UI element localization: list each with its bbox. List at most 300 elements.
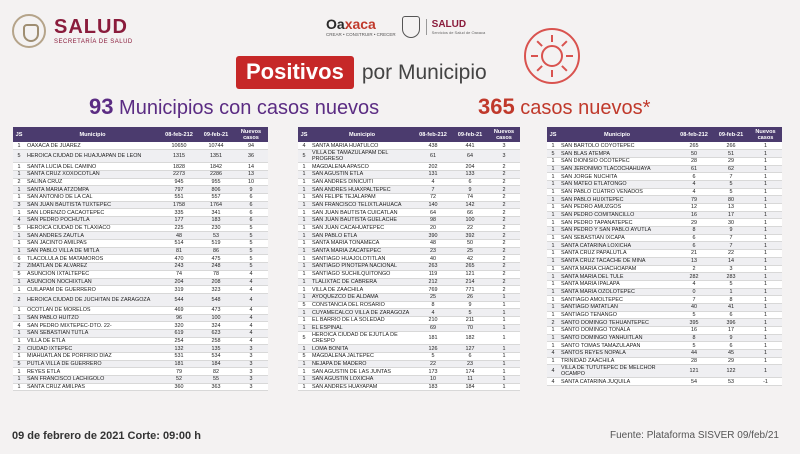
cell-municipio: SAN MATEO ETLATONGO xyxy=(559,180,675,188)
table-row xyxy=(298,240,520,248)
cell-d2: 1764 xyxy=(198,201,234,209)
cell-municipio: SANTA CRUZ AMILPAS xyxy=(25,383,160,391)
table-row xyxy=(298,383,520,391)
cell-municipio: SANTIAGO PINOTEPA NACIONAL xyxy=(310,263,414,271)
cell-d1: 25 xyxy=(414,293,452,301)
cell-js: 1 xyxy=(298,293,310,301)
cell-municipio: SANTIAGO HUAJOLOTITLAN xyxy=(310,255,414,263)
cell-d2: 11 xyxy=(452,376,488,384)
cell-nuevos: 1 xyxy=(488,309,520,317)
cell-d1: 470 xyxy=(160,255,198,263)
cell-d2: 392 xyxy=(452,232,488,240)
table-row xyxy=(547,350,782,358)
cell-d1: 79 xyxy=(675,196,713,204)
cell-municipio: VILLA DE TAMAZULAPAM DEL PROGRESO xyxy=(310,150,414,163)
cell-nuevos: 1 xyxy=(749,311,782,319)
cell-d1: 8 xyxy=(675,227,713,235)
table-row xyxy=(13,217,268,225)
cell-js: 1 xyxy=(13,329,25,337)
cell-d2: 7 xyxy=(713,242,749,250)
cell-d2: 45 xyxy=(713,350,749,358)
col-nuevos: Nuevos casos xyxy=(488,127,520,142)
cell-municipio: SAN AGUSTIN ETLA xyxy=(310,170,414,178)
col-nuevos: Nuevos casos xyxy=(749,127,782,142)
cell-js: 5 xyxy=(13,270,25,278)
table-row xyxy=(13,255,268,263)
table-row xyxy=(298,255,520,263)
cell-nuevos: 2 xyxy=(488,186,520,194)
cell-d2: 9 xyxy=(452,301,488,309)
col-d1: 08-feb-212 xyxy=(414,127,452,142)
cell-js: 1 xyxy=(547,242,559,250)
cell-js: 1 xyxy=(298,368,310,376)
cell-js: 1 xyxy=(298,240,310,248)
cell-d2: 248 xyxy=(198,263,234,271)
cell-js: 1 xyxy=(298,324,310,332)
cell-d1: 1758 xyxy=(160,201,198,209)
table-row xyxy=(13,293,268,306)
cell-d1: 4 xyxy=(675,280,713,288)
cell-municipio: EL BARRIO DE LA SOLEDAD xyxy=(310,316,414,324)
cell-d2: 74 xyxy=(452,193,488,201)
cell-js: 1 xyxy=(298,247,310,255)
table-row xyxy=(13,360,268,368)
municipios-summary xyxy=(89,94,379,120)
cell-js: 1 xyxy=(547,296,559,304)
cell-nuevos: 3 xyxy=(234,376,268,384)
cell-municipio: SAN PEDRO TAPANATEPEC xyxy=(559,219,675,227)
cell-js: 1 xyxy=(547,250,559,258)
cell-municipio: SAN JACINTO AMILPAS xyxy=(25,240,160,248)
cell-d1: 131 xyxy=(414,170,452,178)
cell-nuevos: 2 xyxy=(488,163,520,171)
cell-d2: 51 xyxy=(713,150,749,158)
cell-d1: 6 xyxy=(675,234,713,242)
cell-municipio: PUTLA VILLA DE GUERRERO xyxy=(25,360,160,368)
cell-nuevos: 1 xyxy=(488,316,520,324)
cell-d2: 30 xyxy=(713,219,749,227)
cell-d2: 66 xyxy=(452,209,488,217)
col-js: JS xyxy=(298,127,310,142)
cell-d1: 54 xyxy=(675,378,713,386)
cell-municipio: SANTIAGO MATATLAN xyxy=(559,303,675,311)
cell-municipio: VILLA DE TUTUTEPEC DE MELCHOR OCAMPO xyxy=(559,365,675,378)
cell-nuevos: 1 xyxy=(749,165,782,173)
cell-d1: 4 xyxy=(675,180,713,188)
cell-js: 1 xyxy=(298,278,310,286)
table-row xyxy=(298,142,520,150)
cell-d2: 14 xyxy=(713,257,749,265)
cell-js: 1 xyxy=(547,188,559,196)
cell-d2: 258 xyxy=(198,337,234,345)
table-row xyxy=(13,314,268,322)
cell-nuevos: 1 xyxy=(749,327,782,335)
cell-municipio: ASUNCION NOCHIXTLAN xyxy=(25,278,160,286)
cell-nuevos: 4 xyxy=(234,286,268,294)
col-d2: 09-feb-21 xyxy=(198,127,234,142)
table-row xyxy=(13,150,268,163)
cell-municipio: SANTA CRUZ TACACHE DE MINA xyxy=(559,257,675,265)
table-row xyxy=(547,196,782,204)
cell-municipio: SAN PABLO HUITZO xyxy=(25,314,160,322)
cell-js: 1 xyxy=(298,383,310,391)
cell-js: 6 xyxy=(13,255,25,263)
cell-d1: 72 xyxy=(414,193,452,201)
salud-subtitle: SECRETARÍA DE SALUD xyxy=(54,39,133,45)
cell-nuevos: 1 xyxy=(749,365,782,378)
cell-d2: 806 xyxy=(198,186,234,194)
cell-d1: 119 xyxy=(414,270,452,278)
table-row xyxy=(547,188,782,196)
municipios-count: 93 xyxy=(89,94,114,119)
cell-d2: 230 xyxy=(198,224,234,232)
table-row xyxy=(298,224,520,232)
cell-municipio: SAN PABLO VILLA DE MITLA xyxy=(25,247,160,255)
cell-nuevos: 1 xyxy=(749,250,782,258)
cell-d2: 25 xyxy=(452,247,488,255)
cell-municipio: SANTA MARIA OZOLOTEPEC xyxy=(559,288,675,296)
cell-js: 1 xyxy=(547,234,559,242)
cell-d2: 23 xyxy=(452,360,488,368)
cell-d2: 121 xyxy=(452,270,488,278)
table-row xyxy=(13,170,268,178)
cell-js: 1 xyxy=(298,360,310,368)
municipios-text: Municipios con casos nuevos xyxy=(119,97,380,119)
cell-d1: 360 xyxy=(160,383,198,391)
cell-nuevos: 5 xyxy=(234,240,268,248)
table-row xyxy=(298,376,520,384)
cell-d2: 183 xyxy=(198,217,234,225)
table-row xyxy=(547,157,782,165)
table-row xyxy=(547,250,782,258)
cell-d2: 8 xyxy=(713,296,749,304)
cell-municipio: SANTA MARIA ZACATEPEC xyxy=(310,247,414,255)
cell-d1: 243 xyxy=(160,263,198,271)
oaxaca-logo xyxy=(326,16,485,38)
table-row xyxy=(298,209,520,217)
cell-municipio: OAXACA DE JUAREZ xyxy=(25,142,160,150)
table-row xyxy=(298,301,520,309)
cell-d2: 208 xyxy=(198,278,234,286)
cell-nuevos: 4 xyxy=(234,329,268,337)
table-row xyxy=(298,353,520,361)
cell-d1: 395 xyxy=(675,319,713,327)
cell-d1: 438 xyxy=(414,142,452,150)
cell-d1: 212 xyxy=(414,278,452,286)
cell-nuevos: 3 xyxy=(488,150,520,163)
cell-d2: 623 xyxy=(198,329,234,337)
cell-nuevos: 9 xyxy=(234,186,268,194)
cell-js: 5 xyxy=(13,360,25,368)
cell-d1: 263 xyxy=(414,263,452,271)
table-row xyxy=(547,219,782,227)
cell-municipio: MIAHUATLAN DE PORFIRIO DIAZ xyxy=(25,353,160,361)
table-row xyxy=(13,193,268,201)
col-d1: 08-feb-212 xyxy=(675,127,713,142)
cell-municipio: SAN JUAN CACAHUATEPEC xyxy=(310,224,414,232)
table-row xyxy=(547,327,782,335)
table-row xyxy=(547,242,782,250)
table-row xyxy=(298,286,520,294)
cell-d1: 23 xyxy=(414,247,452,255)
cell-d1: 98 xyxy=(414,217,452,225)
cell-municipio: SAN PEDRO Y SAN PABLO AYUTLA xyxy=(559,227,675,235)
cell-d1: 1315 xyxy=(160,150,198,163)
cell-d1: 514 xyxy=(160,240,198,248)
cell-nuevos: 1 xyxy=(749,157,782,165)
cell-js: 1 xyxy=(13,142,25,150)
casos-count: 365 xyxy=(478,94,515,119)
cell-js: 1 xyxy=(13,240,25,248)
cell-nuevos: 36 xyxy=(234,150,268,163)
cell-municipio: SAN SEBASTIAN IXCAPA xyxy=(559,234,675,242)
cell-d1: 40 xyxy=(675,303,713,311)
cell-nuevos: 14 xyxy=(234,163,268,171)
table-row xyxy=(13,306,268,314)
table-row xyxy=(13,322,268,330)
cell-municipio: HEROICA CIUDAD DE EJUTLA DE CRESPO xyxy=(310,332,414,345)
cell-nuevos: 4 xyxy=(234,314,268,322)
cell-nuevos: 3 xyxy=(234,383,268,391)
cell-d1: 28 xyxy=(675,157,713,165)
cell-nuevos: 6 xyxy=(234,217,268,225)
cell-js: 1 xyxy=(13,209,25,217)
cell-js: 5 xyxy=(547,150,559,158)
cell-d2: 363 xyxy=(198,383,234,391)
cell-d1: 4 xyxy=(414,178,452,186)
cell-municipio: SAN FRANCISCO LACHIGOLO xyxy=(25,376,160,384)
cell-municipio: SAN PEDRO COMITANCILLO xyxy=(559,211,675,219)
cell-nuevos: 1 xyxy=(749,150,782,158)
cell-nuevos: 4 xyxy=(234,293,268,306)
table-row xyxy=(547,319,782,327)
cell-municipio: SANTA MARIA TONAMECA xyxy=(310,240,414,248)
cell-d1: 319 xyxy=(160,286,198,294)
cell-municipio: SAN ANDRES ZAUTLA xyxy=(25,232,160,240)
cell-nuevos: 1 xyxy=(749,303,782,311)
cell-nuevos: 1 xyxy=(749,227,782,235)
cell-municipio: SAN JUAN BAUTISTA TUXTEPEC xyxy=(25,201,160,209)
cell-nuevos: 94 xyxy=(234,142,268,150)
cell-municipio: SANTA MARIA CHACHOAPAM xyxy=(559,265,675,273)
cell-nuevos: 3 xyxy=(234,345,268,353)
table-row xyxy=(298,178,520,186)
cell-js: 1 xyxy=(547,334,559,342)
cell-js: 1 xyxy=(547,357,559,365)
cell-d2: 548 xyxy=(198,293,234,306)
table-row xyxy=(13,247,268,255)
cell-d1: 48 xyxy=(414,240,452,248)
cell-nuevos: 1 xyxy=(749,288,782,296)
cell-d2: 534 xyxy=(198,353,234,361)
cell-municipio: SAN PABLO CUATRO VENADOS xyxy=(559,188,675,196)
table-row xyxy=(547,204,782,212)
cell-nuevos: 2 xyxy=(488,232,520,240)
col-js: JS xyxy=(547,127,559,142)
cell-municipio: SANTA MARIA IPALAPA xyxy=(559,280,675,288)
cell-nuevos: 1 xyxy=(749,211,782,219)
cell-nuevos: 3 xyxy=(234,353,268,361)
cell-nuevos: 2 xyxy=(488,278,520,286)
cell-d2: 1842 xyxy=(198,163,234,171)
cell-d1: 183 xyxy=(414,383,452,391)
cell-js: 5 xyxy=(298,353,310,361)
cell-d1: 5 xyxy=(414,353,452,361)
table-row xyxy=(13,337,268,345)
cell-d1: 6 xyxy=(675,173,713,181)
cell-d1: 140 xyxy=(414,201,452,209)
cell-d2: 10744 xyxy=(198,142,234,150)
table-row xyxy=(298,332,520,345)
table-row xyxy=(547,273,782,281)
cell-d2: 6 xyxy=(452,353,488,361)
cell-d1: 531 xyxy=(160,353,198,361)
cell-municipio: HEROICA CIUDAD DE HUAJUAPAN DE LEON xyxy=(25,150,160,163)
cell-d1: 79 xyxy=(160,368,198,376)
cell-js: 1 xyxy=(13,193,25,201)
cell-d2: 283 xyxy=(713,273,749,281)
cell-d1: 69 xyxy=(414,324,452,332)
table-row xyxy=(13,142,268,150)
cell-js: 1 xyxy=(13,337,25,345)
cell-d2: 50 xyxy=(452,240,488,248)
cell-d2: 473 xyxy=(198,306,234,314)
cell-d1: 282 xyxy=(675,273,713,281)
cell-nuevos: 1 xyxy=(749,219,782,227)
cell-municipio: CUILAPAM DE GUERRERO xyxy=(25,286,160,294)
cell-js: 1 xyxy=(547,196,559,204)
cell-d1: 126 xyxy=(414,345,452,353)
cell-d2: 41 xyxy=(713,303,749,311)
cell-d1: 61 xyxy=(414,150,452,163)
cell-d1: 320 xyxy=(160,322,198,330)
cell-js: 1 xyxy=(13,286,25,294)
cell-nuevos: 10 xyxy=(234,178,268,186)
cell-nuevos: 1 xyxy=(488,332,520,345)
cell-municipio: SANTA MARIA DEL TULE xyxy=(559,273,675,281)
cell-municipio: ZIMATLAN DE ALVAREZ xyxy=(25,263,160,271)
footer-source: Fuente: Plataforma SISVER 09/feb/21 xyxy=(610,430,779,441)
cell-js: 5 xyxy=(13,150,25,163)
cell-nuevos: 6 xyxy=(234,209,268,217)
cell-municipio: TRINIDAD ZAACHILA xyxy=(559,357,675,365)
cell-d1: 254 xyxy=(160,337,198,345)
cell-js: 1 xyxy=(547,180,559,188)
cell-d2: 211 xyxy=(452,316,488,324)
cell-d1: 21 xyxy=(675,250,713,258)
cell-d1: 945 xyxy=(160,178,198,186)
cell-js: 1 xyxy=(13,278,25,286)
table-row xyxy=(13,286,268,294)
cell-municipio: SANTA MARIA HUATULCO xyxy=(310,142,414,150)
cell-js: 1 xyxy=(298,224,310,232)
cell-nuevos: 2 xyxy=(488,178,520,186)
title-pill: Positivos xyxy=(236,56,354,89)
cell-d2: 135 xyxy=(198,345,234,353)
cell-municipio: SAN PABLO HUIXTEPEC xyxy=(559,196,675,204)
cell-d2: 204 xyxy=(452,163,488,171)
cell-nuevos: 1 xyxy=(488,324,520,332)
cell-municipio: HEROICA CIUDAD DE TLAXIACO xyxy=(25,224,160,232)
cell-nuevos: 1 xyxy=(749,319,782,327)
cell-nuevos: 1 xyxy=(749,188,782,196)
cell-nuevos: 1 xyxy=(488,353,520,361)
cell-js: 4 xyxy=(547,365,559,378)
municipio-table-1 xyxy=(13,127,268,391)
table-row xyxy=(298,270,520,278)
cell-d1: 181 xyxy=(160,360,198,368)
cell-nuevos: 3 xyxy=(488,142,520,150)
cell-d2: 184 xyxy=(452,383,488,391)
table-row xyxy=(13,186,268,194)
cell-js: 1 xyxy=(298,270,310,278)
cell-nuevos: 1 xyxy=(749,296,782,304)
cell-nuevos: 1 xyxy=(488,383,520,391)
cell-js: 1 xyxy=(13,383,25,391)
cell-nuevos: 1 xyxy=(749,257,782,265)
cell-municipio: SAN ANDRES HUAYAPAM xyxy=(310,383,414,391)
table-row xyxy=(13,201,268,209)
cell-municipio: SANTO DOMINGO YANHUITLAN xyxy=(559,334,675,342)
cell-nuevos: 1 xyxy=(749,280,782,288)
cell-js: 4 xyxy=(13,322,25,330)
cell-d2: 341 xyxy=(198,209,234,217)
title-rest: por Municipio xyxy=(361,60,487,84)
cell-municipio: SANTA CATARINA JUQUILA xyxy=(559,378,675,386)
cell-d1: 5 xyxy=(675,311,713,319)
cell-d1: 28 xyxy=(675,357,713,365)
cell-d2: 441 xyxy=(452,142,488,150)
table-row xyxy=(298,278,520,286)
table-row xyxy=(298,263,520,271)
cell-municipio: SAN ANTONIO DE LA CAL xyxy=(25,193,160,201)
cell-d2: 5 xyxy=(713,180,749,188)
cell-municipio: SAN FRANCISCO TELIXTLAHUACA xyxy=(310,201,414,209)
cell-d2: 7 xyxy=(713,234,749,242)
cell-d1: 469 xyxy=(160,306,198,314)
cell-js: 1 xyxy=(298,163,310,171)
cell-nuevos: 3 xyxy=(234,360,268,368)
cell-js: 4 xyxy=(547,350,559,358)
cell-js: 1 xyxy=(298,309,310,317)
cell-d2: 53 xyxy=(198,232,234,240)
cell-d1: 225 xyxy=(160,224,198,232)
cell-nuevos: 1 xyxy=(749,273,782,281)
cell-d1: 50 xyxy=(675,150,713,158)
cell-d1: 173 xyxy=(414,368,452,376)
table-row xyxy=(547,378,782,386)
cell-nuevos: 5 xyxy=(234,232,268,240)
cell-d2: 2286 xyxy=(198,170,234,178)
casos-summary xyxy=(478,94,650,120)
cell-js: 2 xyxy=(547,319,559,327)
cell-d2: 133 xyxy=(452,170,488,178)
cell-js: 1 xyxy=(13,163,25,171)
municipio-table-3 xyxy=(547,127,782,386)
cell-js: 1 xyxy=(298,286,310,294)
cell-js: 1 xyxy=(547,173,559,181)
table-row xyxy=(547,265,782,273)
cell-js: 1 xyxy=(547,165,559,173)
cell-d1: 390 xyxy=(414,232,452,240)
cell-nuevos: 1 xyxy=(749,196,782,204)
cell-d1: 4 xyxy=(414,309,452,317)
cell-municipio: AYOQUEZCO DE ALDAMA xyxy=(310,293,414,301)
table-row xyxy=(547,142,782,150)
cell-js: 1 xyxy=(298,193,310,201)
cell-d1: 121 xyxy=(675,365,713,378)
cell-nuevos: 1 xyxy=(749,234,782,242)
